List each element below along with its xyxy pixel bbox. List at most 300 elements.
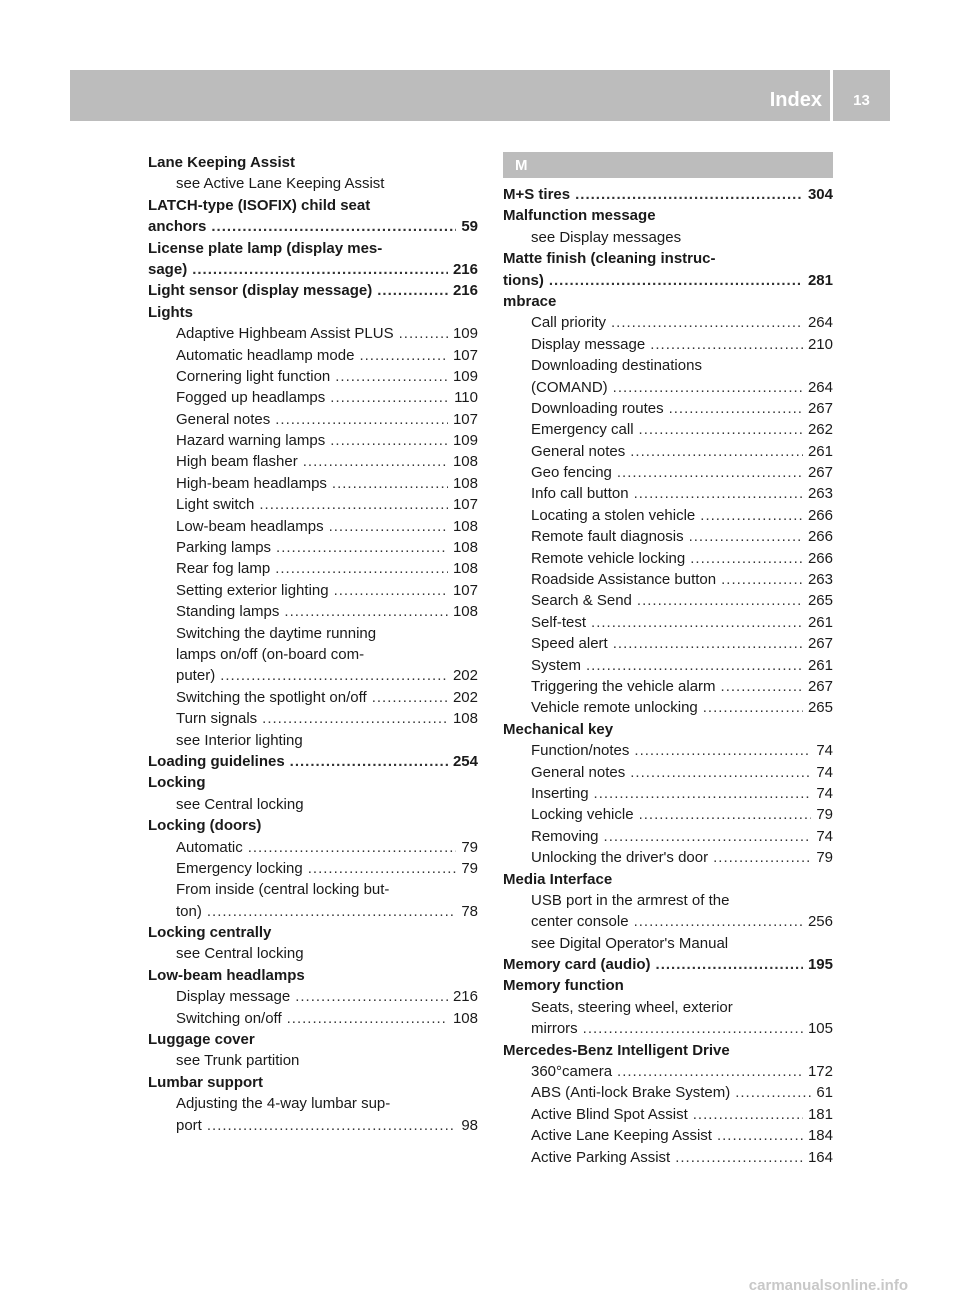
leader-dots xyxy=(334,580,448,601)
entry-label: Switching the spotlight on/off xyxy=(176,688,367,706)
entry-label: System xyxy=(531,656,582,674)
index-subentry xyxy=(148,1115,478,1136)
leader-dots xyxy=(591,612,803,633)
index-subentry xyxy=(148,366,478,387)
index-heading xyxy=(148,152,478,173)
entry-page-number[interactable]: 181 xyxy=(807,1105,833,1123)
entry-page-number[interactable]: 74 xyxy=(816,763,833,781)
index-subentry xyxy=(148,558,478,579)
entry-page-number[interactable]: 79 xyxy=(816,806,833,824)
leader-dots xyxy=(583,1018,803,1039)
entry-page-number[interactable]: 61 xyxy=(816,1084,833,1102)
index-column-left xyxy=(148,152,478,1136)
entry-label: Seats, steering wheel, exterior xyxy=(531,998,733,1016)
index-heading xyxy=(148,259,478,280)
entry-label: center console xyxy=(531,913,629,931)
entry-label: Search & Send xyxy=(531,592,632,610)
leader-dots xyxy=(611,312,803,333)
index-subentry xyxy=(503,1104,833,1125)
entry-label: mbrace xyxy=(503,292,557,310)
entry-label: Hazard warning lamps xyxy=(176,432,326,450)
entry-page-number[interactable]: 107 xyxy=(452,346,478,364)
index-subentry xyxy=(148,173,478,194)
entry-page-number[interactable]: 267 xyxy=(807,635,833,653)
entry-label: see Central locking xyxy=(176,945,304,963)
index-subentry xyxy=(148,601,478,622)
leader-dots xyxy=(613,633,803,654)
entry-label: ABS (Anti-lock Brake System) xyxy=(531,1084,731,1102)
entry-label: 360°camera xyxy=(531,1063,613,1081)
entry-page-number[interactable]: 105 xyxy=(807,1020,833,1038)
index-heading xyxy=(148,238,478,259)
entry-label: tions) xyxy=(503,271,544,289)
leader-dots xyxy=(669,398,803,419)
entry-label: Adjusting the 4-way lumbar sup- xyxy=(176,1095,391,1113)
watermark: carmanualsonline.info xyxy=(748,1277,908,1294)
entry-label: Locking vehicle xyxy=(531,806,634,824)
index-heading xyxy=(503,975,833,996)
entry-label: see Trunk partition xyxy=(176,1052,300,1070)
index-subentry xyxy=(148,409,478,430)
index-subentry xyxy=(148,943,478,964)
entry-page-number[interactable]: 266 xyxy=(807,506,833,524)
leader-dots xyxy=(262,708,448,729)
entry-page-number[interactable]: 261 xyxy=(807,442,833,460)
index-subentry xyxy=(503,419,833,440)
leader-dots xyxy=(275,558,448,579)
leader-dots xyxy=(700,505,803,526)
leader-dots xyxy=(656,954,803,975)
index-subentry xyxy=(148,323,478,344)
index-subentry xyxy=(503,1147,833,1168)
entry-page-number[interactable]: 261 xyxy=(807,656,833,674)
entry-label: Inserting xyxy=(531,784,589,802)
index-subentry xyxy=(148,473,478,494)
leader-dots xyxy=(275,409,448,430)
entry-label: Adaptive Highbeam Assist PLUS xyxy=(176,325,394,343)
entry-page-number[interactable]: 262 xyxy=(807,421,833,439)
index-subentry xyxy=(503,526,833,547)
leader-dots xyxy=(192,259,448,280)
leader-dots xyxy=(287,1008,448,1029)
entry-label: Geo fencing xyxy=(531,464,612,482)
leader-dots xyxy=(617,462,803,483)
entry-page-number[interactable]: 108 xyxy=(452,560,478,578)
entry-label: Switching on/off xyxy=(176,1009,282,1027)
entry-label: Locking centrally xyxy=(148,924,272,942)
entry-label: From inside (central locking but- xyxy=(176,881,390,899)
entry-page-number[interactable]: 267 xyxy=(807,677,833,695)
leader-dots xyxy=(372,687,448,708)
entry-label: Low-beam headlamps xyxy=(176,517,324,535)
entry-label: Function/notes xyxy=(531,742,630,760)
entry-label: Vehicle remote unlocking xyxy=(531,699,698,717)
leader-dots xyxy=(211,216,456,237)
index-heading xyxy=(148,1072,478,1093)
index-heading xyxy=(148,965,478,986)
index-subentry xyxy=(148,537,478,558)
page-header xyxy=(70,70,890,121)
index-subentry xyxy=(148,665,478,686)
entry-label: see Central locking xyxy=(176,795,304,813)
entry-label: mirrors xyxy=(531,1020,578,1038)
entry-label: Parking lamps xyxy=(176,539,272,557)
entry-page-number[interactable]: 264 xyxy=(807,314,833,332)
leader-dots xyxy=(594,783,812,804)
index-subentry xyxy=(503,676,833,697)
entry-label: Call priority xyxy=(531,314,607,332)
index-subentry xyxy=(503,890,833,911)
entry-label: Memory card (audio) xyxy=(503,956,651,974)
entry-page-number[interactable]: 79 xyxy=(461,838,478,856)
entry-label: see Active Lane Keeping Assist xyxy=(176,175,385,193)
entry-label: Light sensor (display message) xyxy=(148,282,373,300)
index-heading xyxy=(148,302,478,323)
entry-page-number[interactable]: 108 xyxy=(452,539,478,557)
index-subentry xyxy=(503,312,833,333)
leader-dots xyxy=(713,847,811,868)
entry-page-number[interactable]: 195 xyxy=(807,956,833,974)
index-subentry xyxy=(503,505,833,526)
entry-label: Active Lane Keeping Assist xyxy=(531,1127,712,1145)
entry-label: Triggering the vehicle alarm xyxy=(531,677,716,695)
leader-dots xyxy=(637,590,803,611)
leader-dots xyxy=(207,901,456,922)
index-subentry xyxy=(148,687,478,708)
entry-page-number[interactable]: 164 xyxy=(807,1148,833,1166)
entry-page-number[interactable]: 108 xyxy=(452,603,478,621)
entry-label: Cornering light function xyxy=(176,367,331,385)
index-subentry xyxy=(503,997,833,1018)
index-heading xyxy=(148,922,478,943)
index-subentry xyxy=(148,879,478,900)
leader-dots xyxy=(630,441,803,462)
entry-label: Mechanical key xyxy=(503,720,614,738)
index-heading xyxy=(503,869,833,890)
entry-page-number[interactable]: 79 xyxy=(816,849,833,867)
index-subentry xyxy=(148,516,478,537)
entry-label: Active Parking Assist xyxy=(531,1148,671,1166)
letter-heading-label: M xyxy=(515,157,528,174)
entry-label: Self-test xyxy=(531,613,587,631)
index-subentry xyxy=(148,580,478,601)
entry-label: Lane Keeping Assist xyxy=(148,154,295,171)
entry-label: Emergency locking xyxy=(176,859,303,877)
index-subentry xyxy=(148,494,478,515)
entry-label: Removing xyxy=(531,827,599,845)
entry-page-number[interactable]: 216 xyxy=(452,988,478,1006)
page-number: 13 xyxy=(853,92,870,109)
entry-page-number[interactable]: 74 xyxy=(816,827,833,845)
leader-dots xyxy=(735,1082,811,1103)
entry-label: Info call button xyxy=(531,485,629,503)
index-subentry xyxy=(503,655,833,676)
leader-dots xyxy=(220,665,448,686)
index-heading xyxy=(503,291,833,312)
entry-page-number[interactable]: 281 xyxy=(807,271,833,289)
index-subentry xyxy=(503,227,833,248)
leader-dots xyxy=(689,526,803,547)
entry-label: see Display messages xyxy=(531,228,682,246)
entry-page-number[interactable]: 266 xyxy=(807,528,833,546)
leader-dots xyxy=(634,740,811,761)
index-subentry xyxy=(503,548,833,569)
entry-label: M+S tires xyxy=(503,186,571,203)
entry-page-number[interactable]: 216 xyxy=(452,282,478,300)
entry-page-number[interactable]: 108 xyxy=(452,474,478,492)
index-subentry xyxy=(148,430,478,451)
entry-label: LATCH-type (ISOFIX) child seat xyxy=(148,196,371,214)
entry-label: Display message xyxy=(176,988,291,1006)
entry-page-number[interactable]: 107 xyxy=(452,581,478,599)
leader-dots xyxy=(276,537,448,558)
entry-page-number[interactable]: 267 xyxy=(807,464,833,482)
section-title: Index xyxy=(769,89,822,111)
entry-page-number[interactable]: 202 xyxy=(452,688,478,706)
entry-label: Downloading routes xyxy=(531,399,664,417)
entry-label: Media Interface xyxy=(503,870,613,888)
index-subentry xyxy=(503,334,833,355)
index-subentry xyxy=(148,1093,478,1114)
entry-page-number[interactable]: 74 xyxy=(816,784,833,802)
leader-dots xyxy=(604,826,812,847)
entry-label: High beam flasher xyxy=(176,453,298,471)
index-heading xyxy=(148,216,478,237)
entry-page-number[interactable]: 256 xyxy=(807,913,833,931)
entry-page-number[interactable]: 59 xyxy=(461,218,478,236)
entry-label: Emergency call xyxy=(531,421,634,439)
index-heading xyxy=(148,815,478,836)
index-subentry xyxy=(503,590,833,611)
index-subentry xyxy=(503,826,833,847)
entry-label: General notes xyxy=(176,410,271,428)
letter-heading xyxy=(503,152,833,178)
entry-page-number[interactable]: 109 xyxy=(452,432,478,450)
index-heading xyxy=(148,195,478,216)
leader-dots xyxy=(290,751,448,772)
entry-page-number[interactable]: 109 xyxy=(452,367,478,385)
entry-page-number[interactable]: 265 xyxy=(807,592,833,610)
entry-page-number[interactable]: 98 xyxy=(461,1116,478,1134)
entry-label: Automatic xyxy=(176,838,243,856)
leader-dots xyxy=(634,483,803,504)
index-subentry xyxy=(503,398,833,419)
leader-dots xyxy=(717,1125,803,1146)
entry-label: Turn signals xyxy=(176,710,258,728)
entry-page-number[interactable]: 107 xyxy=(452,410,478,428)
leader-dots xyxy=(690,548,803,569)
entry-page-number[interactable]: 110 xyxy=(454,389,478,407)
entry-label: Lights xyxy=(148,303,193,321)
index-subentry xyxy=(503,462,833,483)
entry-label: Standing lamps xyxy=(176,603,280,621)
entry-label: Locating a stolen vehicle xyxy=(531,506,696,524)
entry-label: (COMAND) xyxy=(531,378,608,396)
index-subentry xyxy=(503,633,833,654)
leader-dots xyxy=(675,1147,803,1168)
entry-label: Low-beam headlamps xyxy=(148,966,305,984)
entry-label: Roadside Assistance button xyxy=(531,571,717,589)
entry-page-number[interactable]: 254 xyxy=(452,752,478,770)
entry-label: Switching the daytime running xyxy=(176,624,377,642)
entry-label: ton) xyxy=(176,902,202,920)
entry-label: Malfunction message xyxy=(503,207,656,225)
entry-label: Remote vehicle locking xyxy=(531,549,686,567)
index-heading xyxy=(503,270,833,291)
leader-dots xyxy=(335,366,448,387)
index-subentry xyxy=(503,483,833,504)
index-subentry xyxy=(503,569,833,590)
leader-dots xyxy=(639,419,803,440)
index-heading xyxy=(503,184,833,205)
leader-dots xyxy=(332,473,448,494)
leader-dots xyxy=(329,516,448,537)
index-subentry xyxy=(148,730,478,751)
leader-dots xyxy=(303,451,448,472)
leader-dots xyxy=(630,762,811,783)
entry-label: Fogged up headlamps xyxy=(176,389,326,407)
entry-page-number[interactable]: 108 xyxy=(452,710,478,728)
entry-page-number[interactable]: 304 xyxy=(807,186,833,203)
leader-dots xyxy=(207,1115,456,1136)
index-subentry xyxy=(503,377,833,398)
entry-page-number[interactable]: 264 xyxy=(807,378,833,396)
entry-label: anchors xyxy=(148,218,207,236)
entry-page-number[interactable]: 261 xyxy=(807,613,833,631)
entry-label: Unlocking the driver's door xyxy=(531,849,709,867)
index-heading xyxy=(148,1029,478,1050)
index-subentry xyxy=(503,783,833,804)
index-subentry xyxy=(148,451,478,472)
entry-label: Luggage cover xyxy=(148,1031,255,1049)
entry-page-number[interactable]: 263 xyxy=(807,571,833,589)
index-subentry xyxy=(503,762,833,783)
leader-dots xyxy=(359,345,448,366)
leader-dots xyxy=(259,494,448,515)
index-subentry xyxy=(503,847,833,868)
entry-label: port xyxy=(176,1116,202,1134)
index-subentry xyxy=(503,911,833,932)
leader-dots xyxy=(703,697,803,718)
index-column-right xyxy=(503,152,833,1168)
leader-dots xyxy=(617,1061,803,1082)
entry-page-number[interactable]: 109 xyxy=(452,325,478,343)
index-heading xyxy=(503,205,833,226)
entry-label: Light switch xyxy=(176,496,255,514)
entry-label: sage) xyxy=(148,260,188,278)
entry-page-number[interactable]: 202 xyxy=(452,667,478,685)
index-subentry xyxy=(503,804,833,825)
leader-dots xyxy=(650,334,803,355)
index-subentry xyxy=(148,387,478,408)
entry-page-number[interactable]: 184 xyxy=(807,1127,833,1145)
entry-page-number[interactable]: 108 xyxy=(452,453,478,471)
index-subentry xyxy=(148,986,478,1007)
entry-label: Speed alert xyxy=(531,635,608,653)
entry-label: Memory function xyxy=(503,977,624,995)
leader-dots xyxy=(613,377,803,398)
index-heading xyxy=(148,772,478,793)
index-subentry xyxy=(503,441,833,462)
entry-page-number[interactable]: 79 xyxy=(461,859,478,877)
entry-page-number[interactable]: 263 xyxy=(807,485,833,503)
entry-label: Setting exterior lighting xyxy=(176,581,329,599)
entry-label: Active Blind Spot Assist xyxy=(531,1105,688,1123)
leader-dots xyxy=(693,1104,803,1125)
entry-label: General notes xyxy=(531,442,626,460)
index-heading xyxy=(148,751,478,772)
index-subentry xyxy=(503,1125,833,1146)
entry-page-number[interactable]: 210 xyxy=(807,335,833,353)
index-subentry xyxy=(148,345,478,366)
index-subentry xyxy=(503,1061,833,1082)
index-heading xyxy=(503,954,833,975)
entry-page-number[interactable]: 108 xyxy=(452,517,478,535)
index-heading xyxy=(503,719,833,740)
index-subentry xyxy=(503,612,833,633)
entry-label: General notes xyxy=(531,763,626,781)
entry-label: High-beam headlamps xyxy=(176,474,327,492)
entry-page-number[interactable]: 266 xyxy=(807,549,833,567)
leader-dots xyxy=(399,323,448,344)
entry-label: License plate lamp (display mes- xyxy=(148,239,383,257)
leader-dots xyxy=(586,655,803,676)
index-heading xyxy=(503,248,833,269)
entry-label: Display message xyxy=(531,335,646,353)
entry-page-number[interactable]: 74 xyxy=(816,742,833,760)
entry-label: Lumbar support xyxy=(148,1073,263,1091)
entry-label: Mercedes-Benz Intelligent Drive xyxy=(503,1041,730,1059)
index-subentry xyxy=(503,1082,833,1103)
index-subentry xyxy=(148,794,478,815)
entry-label: USB port in the armrest of the xyxy=(531,891,730,909)
index-heading xyxy=(148,280,478,301)
entry-label: Downloading destinations xyxy=(531,357,702,375)
leader-dots xyxy=(248,837,457,858)
index-subentry xyxy=(148,708,478,729)
index-subentry xyxy=(148,858,478,879)
index-subentry xyxy=(503,740,833,761)
entry-label: Remote fault diagnosis xyxy=(531,528,684,546)
entry-label: see Digital Operator's Manual xyxy=(531,934,729,952)
leader-dots xyxy=(634,911,803,932)
entry-page-number[interactable]: 108 xyxy=(452,1009,478,1027)
index-subentry xyxy=(148,623,478,644)
index-subentry xyxy=(503,697,833,718)
index-subentry xyxy=(148,837,478,858)
leader-dots xyxy=(330,430,448,451)
leader-dots xyxy=(575,184,803,205)
leader-dots xyxy=(295,986,448,1007)
entry-page-number[interactable]: 267 xyxy=(807,399,833,417)
entry-label: puter) xyxy=(176,667,216,685)
index-subentry xyxy=(148,1050,478,1071)
leader-dots xyxy=(308,858,457,879)
entry-page-number[interactable]: 172 xyxy=(807,1063,833,1081)
entry-label: lamps on/off (on-board com- xyxy=(176,645,365,663)
leader-dots xyxy=(549,270,803,291)
index-subentry xyxy=(148,1008,478,1029)
entry-page-number[interactable]: 78 xyxy=(461,902,478,920)
index-heading xyxy=(503,1040,833,1061)
entry-page-number[interactable]: 216 xyxy=(452,260,478,278)
entry-page-number[interactable]: 107 xyxy=(452,496,478,514)
entry-label: Automatic headlamp mode xyxy=(176,346,355,364)
leader-dots xyxy=(639,804,812,825)
entry-label: Locking (doors) xyxy=(148,817,262,835)
entry-page-number[interactable]: 265 xyxy=(807,699,833,717)
index-subentry xyxy=(148,901,478,922)
